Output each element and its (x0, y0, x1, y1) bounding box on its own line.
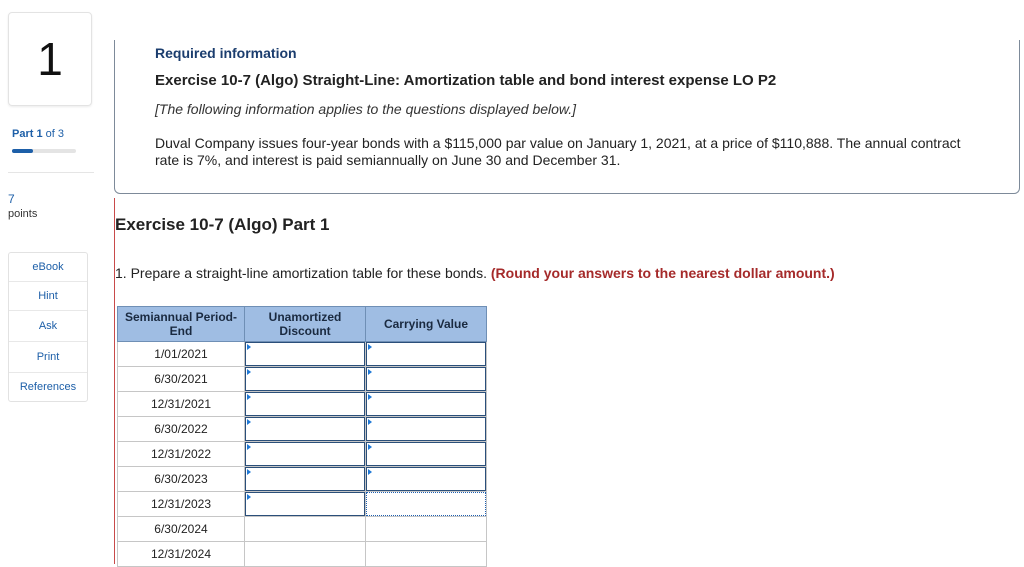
part-instruction (115, 265, 835, 281)
amortization-table (117, 306, 487, 567)
unamortized-discount-input[interactable] (245, 392, 365, 416)
points-label: points (8, 208, 38, 220)
sidebar-divider (8, 172, 94, 173)
unamortized-discount-input[interactable] (245, 342, 365, 366)
carrying-value-input[interactable] (366, 367, 486, 391)
table-row (118, 467, 487, 492)
rounding-note: (Round your answers to the nearest dollar amount.) (490, 265, 835, 281)
period-date: 12/31/2023 (118, 492, 245, 517)
points-value: 7 (8, 192, 15, 206)
exercise-title: Exercise 10-7 (Algo) Straight-Line: Amortization table and bond interest expense LO P2 (155, 72, 777, 89)
exercise-note: [The following information applies to the questions displayed below.] (155, 101, 577, 117)
period-date: 6/30/2023 (118, 467, 245, 492)
carrying-value-input[interactable] (366, 467, 486, 491)
period-date: 6/30/2021 (118, 367, 245, 392)
table-row (118, 542, 487, 567)
unamortized-discount-input[interactable] (245, 467, 365, 491)
unamortized-discount-cell[interactable] (245, 342, 366, 367)
unamortized-discount-cell[interactable] (245, 467, 366, 492)
part-label: Part 1 (12, 128, 43, 140)
unamortized-discount-input[interactable] (245, 367, 365, 391)
part-progress-fill (12, 149, 33, 153)
unamortized-discount-input[interactable] (245, 417, 365, 441)
unamortized-discount-input[interactable] (245, 442, 365, 466)
ask-button[interactable]: Ask (9, 310, 87, 341)
unamortized-discount-cell[interactable] (245, 442, 366, 467)
carrying-value-cell[interactable] (366, 442, 487, 467)
table-row (118, 517, 487, 542)
carrying-value-input[interactable] (366, 392, 486, 416)
carrying-value-cell[interactable] (366, 342, 487, 367)
period-date: 12/31/2024 (118, 542, 245, 567)
table-row (118, 492, 487, 517)
carrying-value-cell[interactable] (366, 467, 487, 492)
carrying-value-input[interactable] (366, 342, 486, 366)
unamortized-discount-cell[interactable] (245, 367, 366, 392)
unamortized-discount-input[interactable] (245, 492, 365, 516)
carrying-value-cell (366, 517, 487, 542)
carrying-value-cell[interactable] (366, 392, 487, 417)
period-date: 12/31/2022 (118, 442, 245, 467)
table-row (118, 417, 487, 442)
part-title: Exercise 10-7 (Algo) Part 1 (115, 215, 330, 234)
period-date: 6/30/2024 (118, 517, 245, 542)
part-progress-bar (12, 149, 76, 153)
carrying-value-input[interactable] (366, 417, 486, 441)
period-date: 6/30/2022 (118, 417, 245, 442)
carrying-value-input[interactable] (366, 492, 486, 516)
required-information-box (114, 40, 1020, 194)
part-indicator (12, 128, 64, 140)
table-row (118, 342, 487, 367)
part-marker-bar (114, 198, 115, 564)
table-row (118, 367, 487, 392)
period-date: 12/31/2021 (118, 392, 245, 417)
hint-button[interactable]: Hint (9, 281, 87, 310)
question-number: 1 (8, 12, 92, 106)
required-info-title: Required information (155, 45, 297, 61)
unamortized-discount-cell[interactable] (245, 392, 366, 417)
carrying-value-cell (366, 542, 487, 567)
part-of: of 3 (45, 128, 64, 140)
table-header-row (118, 307, 487, 342)
tools-panel (8, 252, 88, 402)
unamortized-discount-cell (245, 542, 366, 567)
table-row (118, 392, 487, 417)
exercise-description: Duval Company issues four-year bonds with a $115,000 par value on January 1, 2021, at a price of $110,888. The annual contract rate is 7%, and interest is paid semiannually on June 30 and December 31. (155, 135, 961, 168)
unamortized-discount-cell (245, 517, 366, 542)
carrying-value-cell[interactable] (366, 492, 487, 517)
header-period-end: Semiannual Period-End (118, 307, 245, 342)
unamortized-discount-cell[interactable] (245, 417, 366, 442)
print-button[interactable]: Print (9, 341, 87, 372)
carrying-value-input[interactable] (366, 442, 486, 466)
carrying-value-cell[interactable] (366, 367, 487, 392)
table-row (118, 442, 487, 467)
unamortized-discount-cell[interactable] (245, 492, 366, 517)
carrying-value-cell[interactable] (366, 417, 487, 442)
header-carrying-value: Carrying Value (366, 307, 487, 342)
ebook-button[interactable]: eBook (32, 261, 64, 273)
header-unamortized-discount: Unamortized Discount (245, 307, 366, 342)
references-button[interactable]: References (9, 372, 87, 401)
instruction-text: 1. Prepare a straight-line amortization table for these bonds. (115, 265, 487, 281)
period-date: 1/01/2021 (118, 342, 245, 367)
